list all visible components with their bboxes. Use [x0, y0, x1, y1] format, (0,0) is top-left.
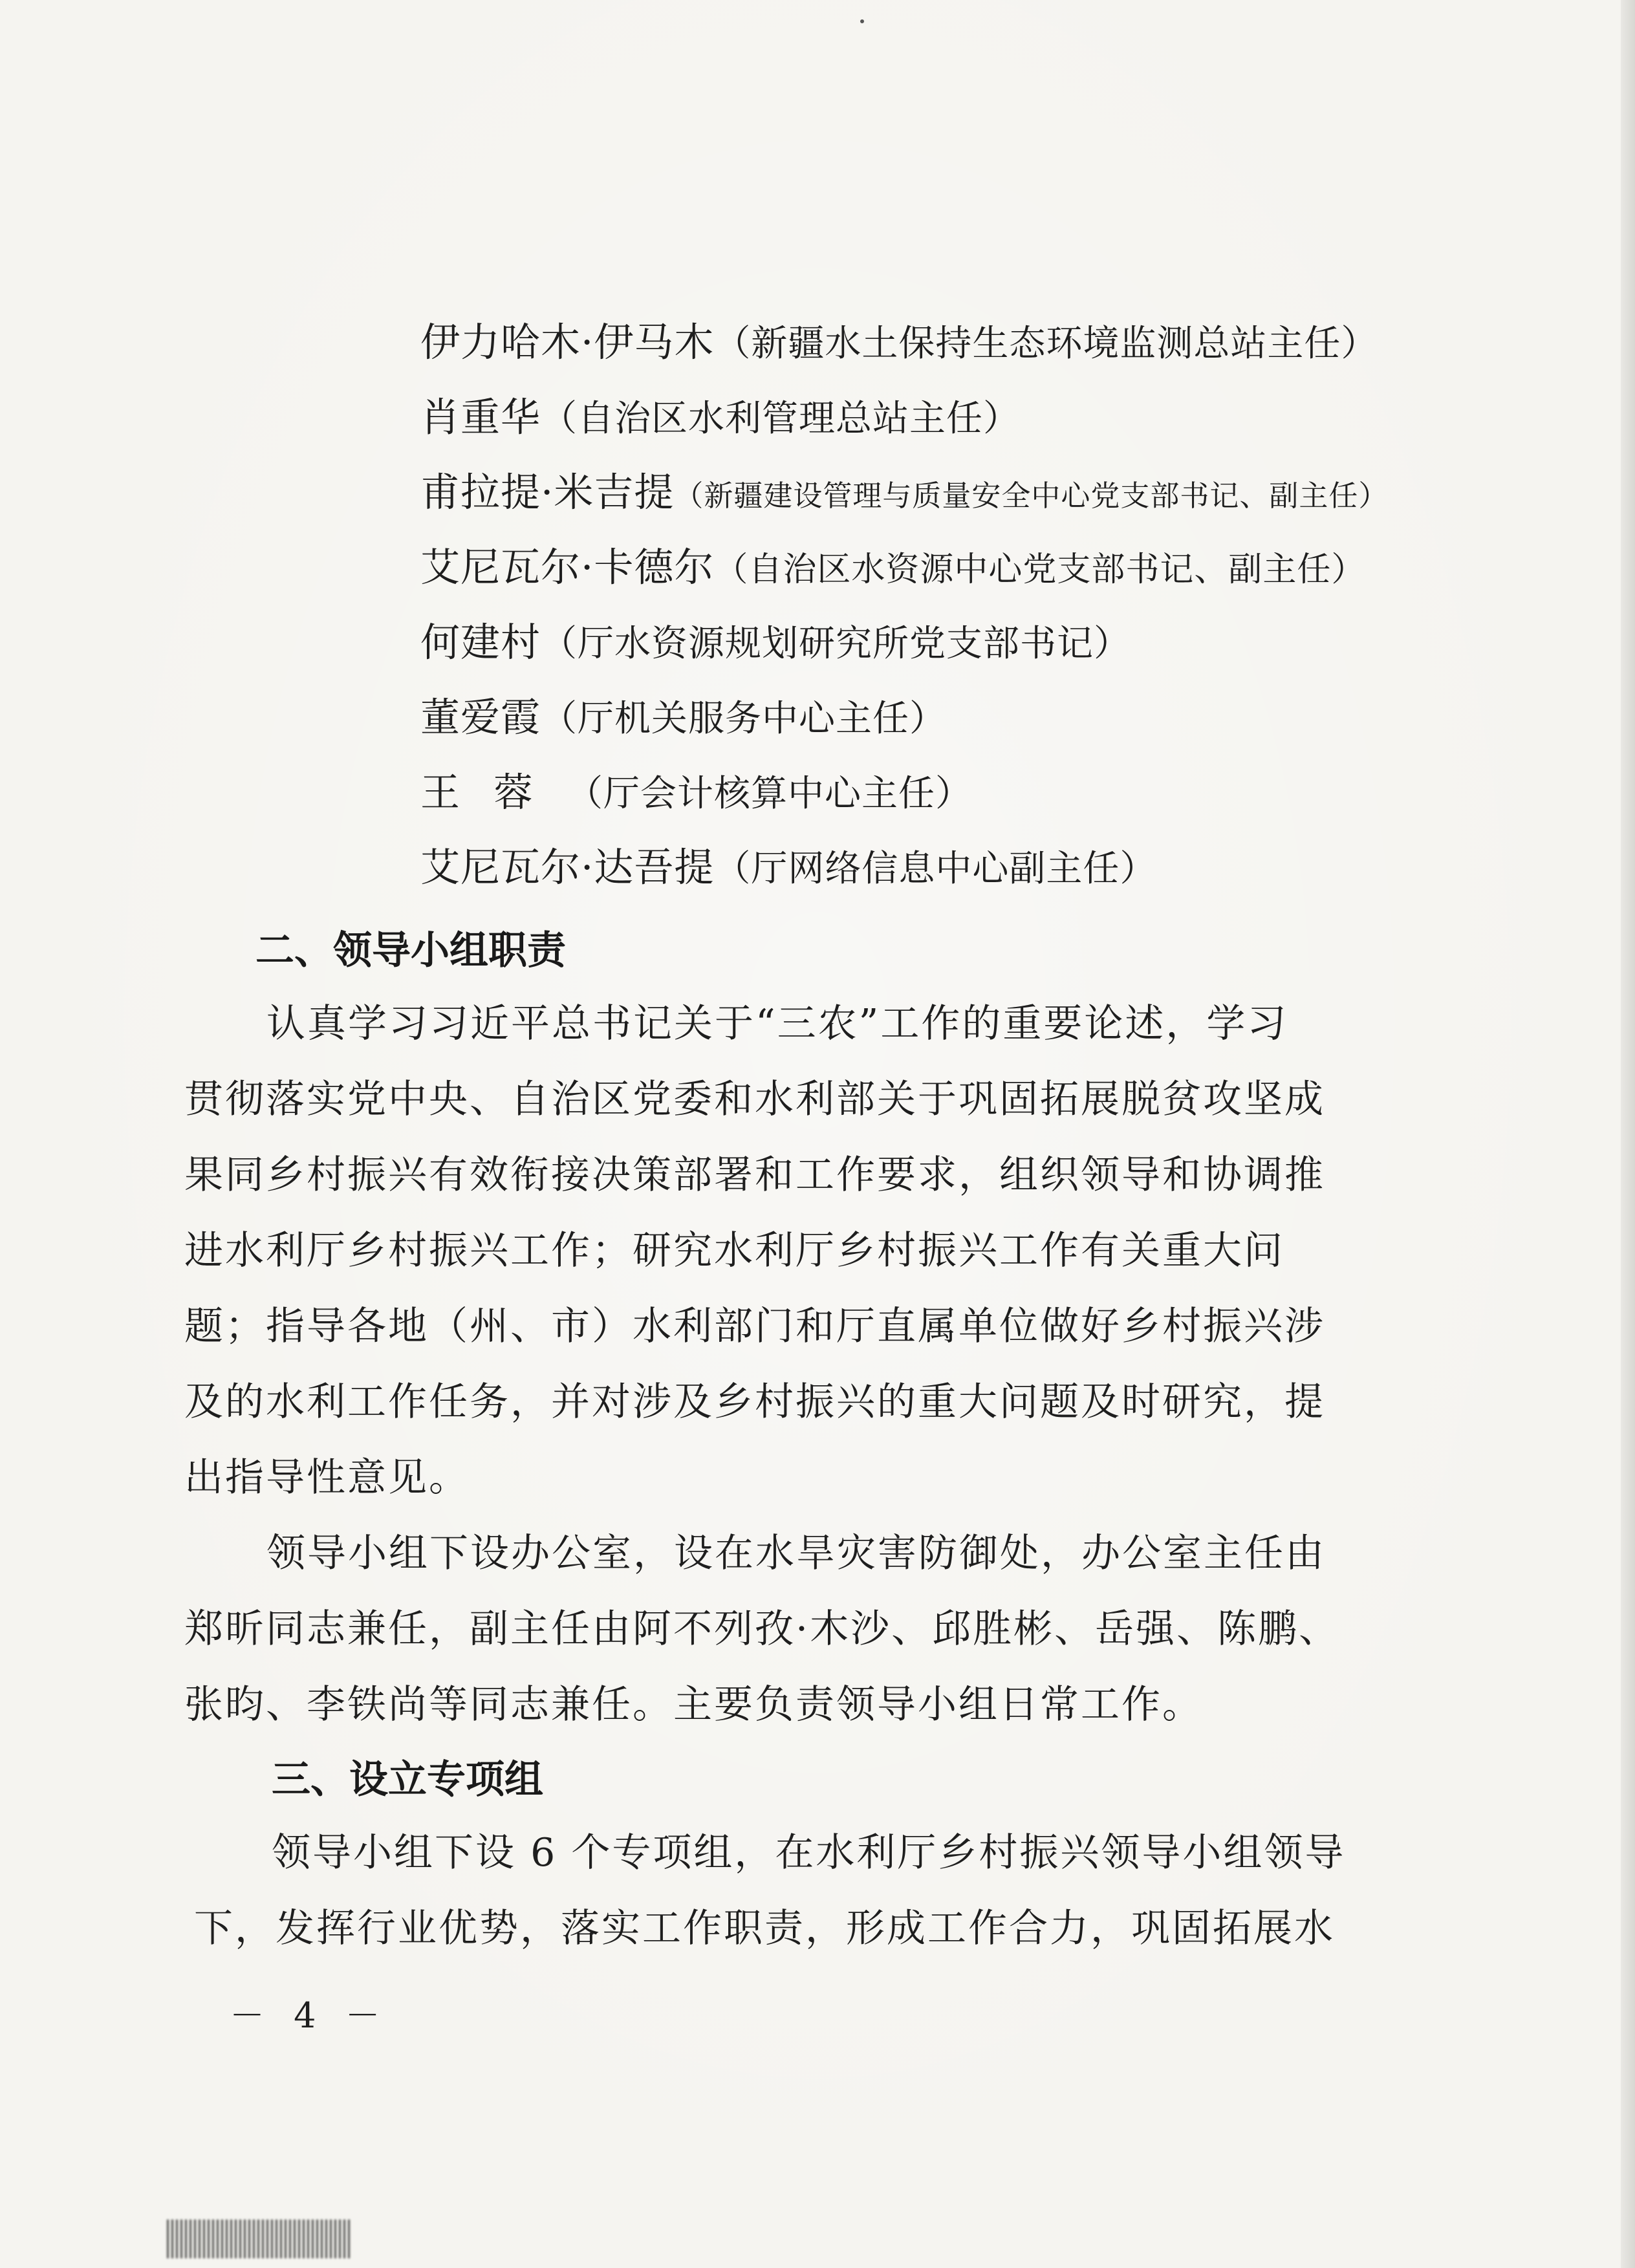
- member-name: 甫拉提·米吉提: [420, 470, 675, 515]
- member-role: （厅会计核算中心主任）: [567, 773, 973, 815]
- paragraph-line: 郑昕同志兼任，副主任由阿不列孜·木沙、邱胜彬、岳强、陈鹏、: [184, 1606, 1340, 1652]
- member-item-6: [420, 692, 946, 745]
- member-item-7: [420, 767, 972, 820]
- paragraph-line: 领导小组下设 6 个专项组，在水利厅乡村振兴领导小组领导: [272, 1830, 1346, 1875]
- member-name: 艾尼瓦尔·达吾提: [420, 845, 715, 891]
- member-role: （自治区水利管理总站主任）: [541, 398, 1021, 440]
- member-item-2: [420, 392, 1020, 445]
- paragraph-line: 认真学习习近平总书记关于“三农”工作的重要论述，学习: [266, 1001, 1288, 1046]
- member-item-4: [420, 542, 1365, 596]
- section-heading-3: 三、设立专项组: [272, 1757, 543, 1802]
- member-name: 王蓉: [420, 770, 567, 815]
- member-role: （自治区水资源中心党支部书记、副主任）: [714, 550, 1366, 589]
- paragraph-line: 进水利厅乡村振兴工作；研究水利厅乡村振兴工作有关重大问: [184, 1228, 1284, 1273]
- member-role: （厅网络信息中心副主任）: [714, 848, 1157, 890]
- scan-edge: [1621, 0, 1635, 2268]
- paragraph-line: 出指导性意见。: [184, 1455, 470, 1500]
- paragraph-line: 及的水利工作任务，并对涉及乡村振兴的重大问题及时研究，提: [184, 1379, 1325, 1425]
- paragraph-line: 张昀、李铁尚等同志兼任。主要负责领导小组日常工作。: [184, 1682, 1203, 1727]
- scan-artifact: [167, 2219, 351, 2258]
- section-heading-2: 二、领导小组职责: [255, 928, 566, 973]
- member-name: 肖重华: [420, 394, 541, 440]
- member-name: 伊力哈木·伊马木: [420, 319, 715, 365]
- member-role: （厅机关服务中心主任）: [541, 698, 947, 740]
- paragraph-line: 果同乡村振兴有效衔接决策部署和工作要求，组织领导和协调推: [184, 1152, 1325, 1198]
- member-role: （新疆建设管理与质量安全中心党支部书记、副主任）: [674, 479, 1389, 513]
- paragraph-line: 贯彻落实党中央、自治区党委和水利部关于巩固拓展脱贫攻坚成: [184, 1077, 1325, 1122]
- member-role: （厅水资源规划研究所党支部书记）: [541, 623, 1131, 665]
- member-name: 艾尼瓦尔·卡德尔: [420, 545, 715, 590]
- paragraph-line: 下，发挥行业优势，落实工作职责，形成工作合力，巩固拓展水: [194, 1906, 1335, 1951]
- member-name: 何建村: [420, 620, 541, 665]
- member-item-1: [420, 317, 1378, 370]
- member-item-8: [420, 842, 1156, 895]
- member-item-3: [420, 467, 1388, 522]
- member-role: （新疆水土保持生态环境监测总站主任）: [714, 323, 1378, 365]
- paragraph-line: 题；指导各地（州、市）水利部门和厅直属单位做好乡村振兴涉: [184, 1304, 1325, 1349]
- page-number: － 4 －: [230, 1995, 389, 2036]
- member-item-5: [420, 617, 1131, 670]
- paragraph-line: 领导小组下设办公室，设在水旱灾害防御处，办公室主任由: [266, 1531, 1326, 1576]
- scan-dot: [860, 19, 864, 23]
- member-name: 董爱霞: [420, 695, 541, 740]
